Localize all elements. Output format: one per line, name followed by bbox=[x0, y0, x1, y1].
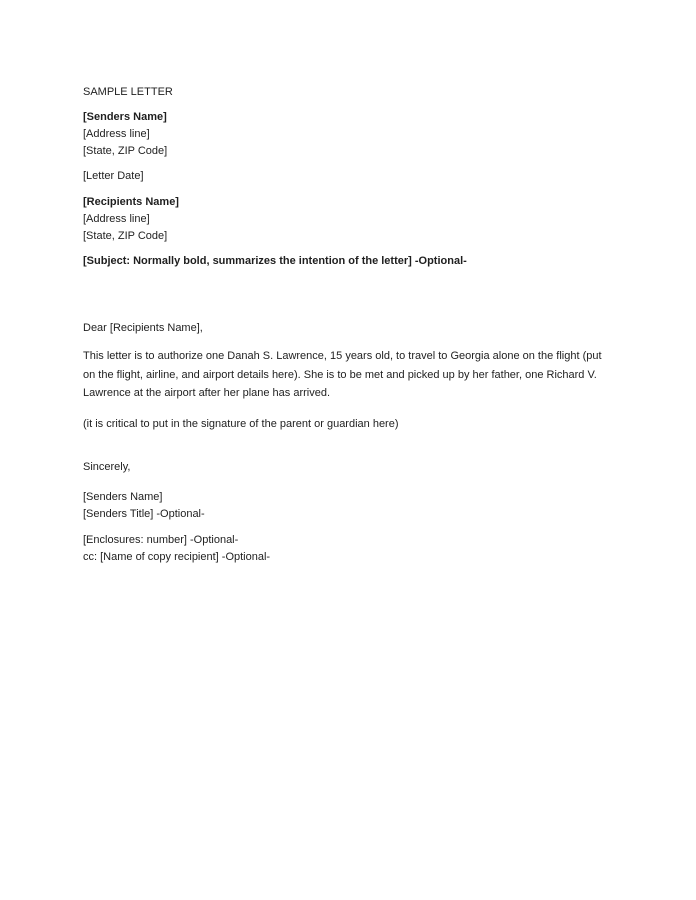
sender-name: [Senders Name] bbox=[83, 111, 167, 123]
subject-line: [Subject: Normally bold, summarizes the intention of the letter] -Optional- bbox=[83, 255, 467, 267]
letter-date: [Letter Date] bbox=[83, 170, 144, 182]
document-title: SAMPLE LETTER bbox=[83, 86, 173, 98]
closing: Sincerely, bbox=[83, 460, 131, 473]
sender-state-zip: [State, ZIP Code] bbox=[83, 145, 168, 157]
signature-note: (it is critical to put in the signature of the parent or guardian here) bbox=[83, 417, 399, 430]
recipient-address-block bbox=[83, 194, 603, 245]
body-paragraph: This letter is to authorize one Danah S. Lawrence, 15 years old, to travel to Georgia alone on the flight (put on the flight, airline, and airport details here). She is to be met and picked up by her father, one Richard V. Lawrence at the airport after her plane has arrived. bbox=[83, 350, 602, 399]
recipient-name: [Recipients Name] bbox=[83, 196, 179, 208]
cc-line: cc: [Name of copy recipient] -Optional- bbox=[83, 550, 271, 563]
signature-name: [Senders Name] bbox=[83, 490, 163, 503]
recipient-address-line: [Address line] bbox=[83, 213, 150, 225]
sender-address-line: [Address line] bbox=[83, 128, 150, 140]
salutation: Dear [Recipients Name], bbox=[83, 322, 203, 334]
enclosures-line: [Enclosures: number] -Optional- bbox=[83, 533, 239, 546]
sender-address-block bbox=[83, 109, 603, 160]
recipient-state-zip: [State, ZIP Code] bbox=[83, 230, 168, 242]
enclosures-block bbox=[83, 532, 603, 566]
signature-title: [Senders Title] -Optional- bbox=[83, 507, 205, 520]
signature-block bbox=[83, 489, 603, 523]
letter-content bbox=[83, 84, 603, 566]
